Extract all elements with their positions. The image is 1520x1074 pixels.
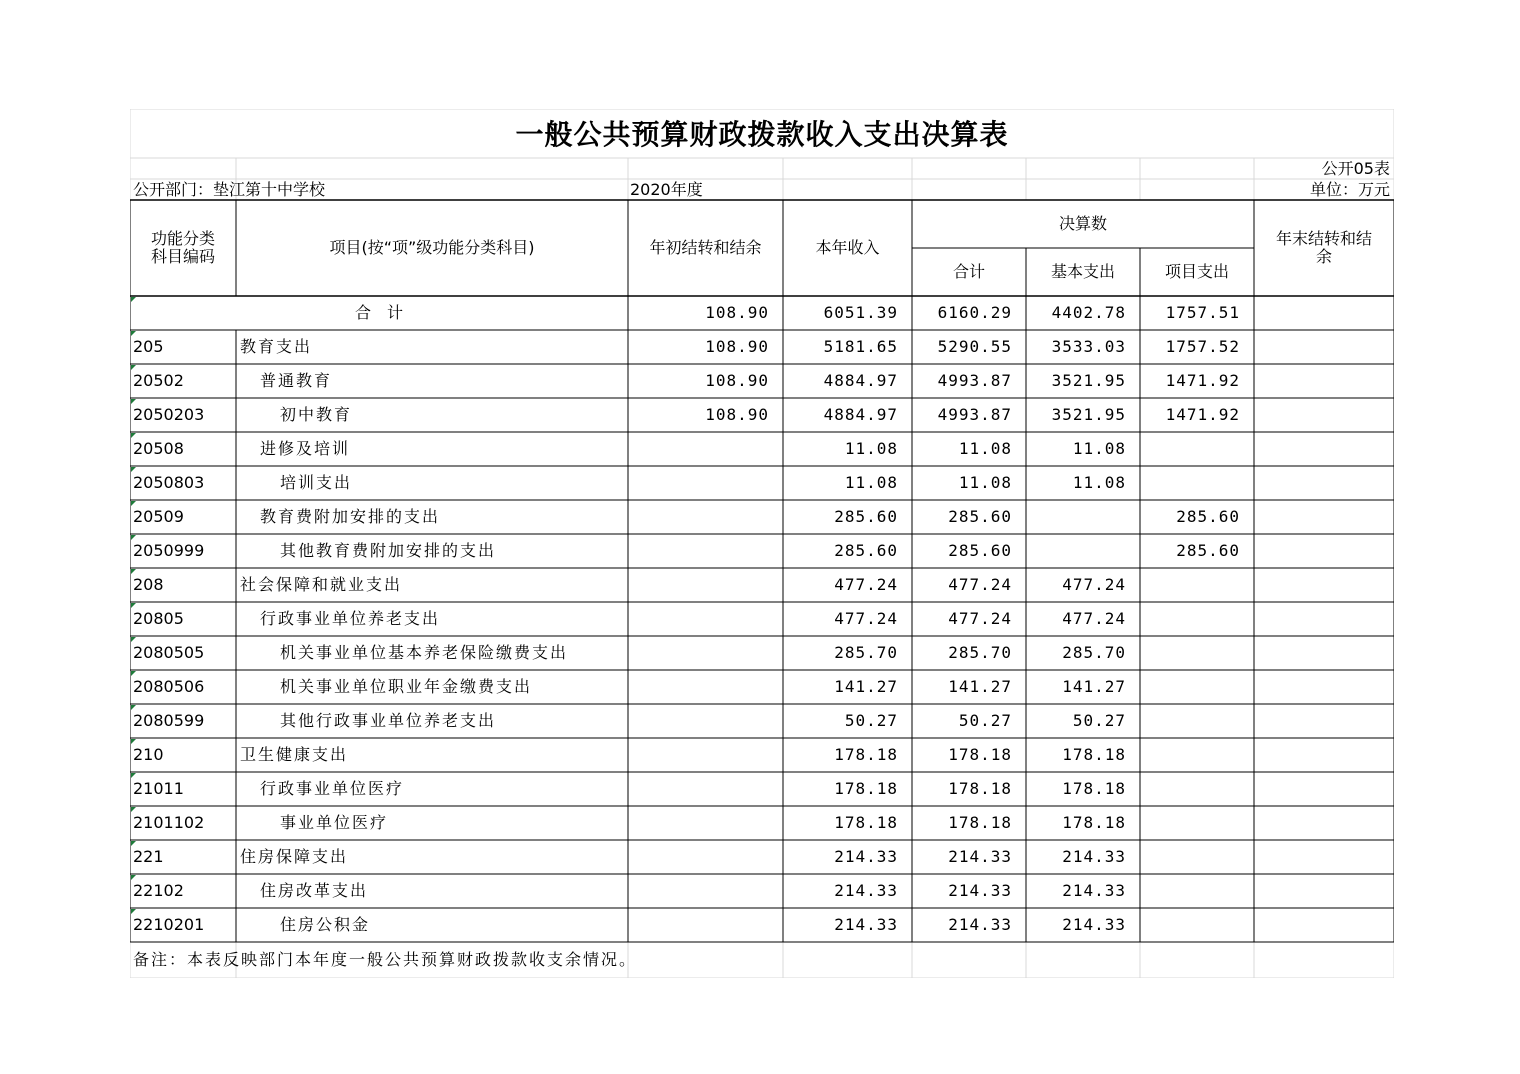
table-row-income: 214.33 [834, 881, 898, 900]
header-end-balance: 年末结转和结 余 [1275, 229, 1372, 266]
table-row-total: 50.27 [958, 711, 1012, 730]
table-row-basic: 285.70 [1062, 643, 1126, 662]
table-row-project [1140, 738, 1254, 772]
table-row-total: 4993.87 [937, 405, 1012, 424]
table-row-end-balance [1254, 534, 1394, 568]
table-row-income: 4884.97 [823, 371, 898, 390]
cell-comment-marker-icon [131, 535, 136, 540]
cell-comment-marker-icon [131, 671, 136, 676]
table-row-code: 20502 [133, 371, 184, 390]
table-row-project [1140, 602, 1254, 636]
table-note: 备注：本表反映部门本年度一般公共预算财政拨款收支余情况。 [133, 950, 638, 969]
table-title: 一般公共预算财政拨款收入支出决算表 [515, 118, 1009, 151]
table-row-income: 4884.97 [823, 405, 898, 424]
table-row-code: 20805 [133, 609, 184, 628]
table-row-end-balance [1254, 772, 1394, 806]
table-row-end-balance [1254, 806, 1394, 840]
total-row-end-balance [1254, 296, 1394, 330]
table-row-project [1140, 704, 1254, 738]
table-row-basic: 178.18 [1062, 813, 1126, 832]
table-row-item-name: 其他教育费附加安排的支出 [280, 541, 497, 560]
table-row-end-balance [1254, 704, 1394, 738]
table-row-project [1140, 466, 1254, 500]
table-row-item-name: 教育费附加安排的支出 [260, 507, 441, 526]
table-row-end-balance [1254, 500, 1394, 534]
table-row-begin-balance [628, 874, 783, 908]
cell-comment-marker-icon [131, 297, 136, 302]
table-row-total: 5290.55 [937, 337, 1012, 356]
table-row-income: 214.33 [834, 915, 898, 934]
total-row-total: 6160.29 [937, 303, 1012, 322]
fiscal-year-label: 2020年度 [630, 179, 703, 199]
table-row-basic [1026, 534, 1140, 568]
table-row-end-balance [1254, 364, 1394, 398]
total-row-label: 合 计 [354, 303, 403, 322]
table-row-code: 2080505 [133, 643, 205, 662]
table-row-total: 477.24 [948, 575, 1012, 594]
header-total: 合计 [952, 262, 985, 281]
table-row-project [1140, 908, 1254, 942]
table-row-item-name: 住房公积金 [280, 915, 371, 934]
table-row-total: 285.60 [948, 507, 1012, 526]
table-row-item-name: 机关事业单位职业年金缴费支出 [280, 677, 533, 696]
table-row-item-name: 初中教育 [280, 405, 353, 424]
table-row-basic: 477.24 [1062, 609, 1126, 628]
table-row-end-balance [1254, 330, 1394, 364]
table-row-item-name: 社会保障和就业支出 [240, 575, 403, 594]
table-row-begin-balance [628, 500, 783, 534]
table-row-end-balance [1254, 908, 1394, 942]
table-row-code: 21011 [133, 779, 184, 798]
table-row-basic: 214.33 [1062, 881, 1126, 900]
budget-table-sheet [130, 109, 1394, 978]
table-row-code: 2080599 [133, 711, 205, 730]
header-annual-income: 本年收入 [815, 238, 880, 257]
cell-comment-marker-icon [131, 909, 136, 914]
cell-comment-marker-icon [131, 705, 136, 710]
table-row-end-balance [1254, 568, 1394, 602]
cell-comment-marker-icon [131, 773, 136, 778]
table-row-code: 20509 [133, 507, 184, 526]
table-row-basic: 178.18 [1062, 779, 1126, 798]
table-row-code: 2050999 [133, 541, 205, 560]
table-row-income: 178.18 [834, 779, 898, 798]
table-row-item-name: 普通教育 [260, 371, 333, 390]
table-row-income: 11.08 [844, 439, 898, 458]
table-row-begin-balance [628, 806, 783, 840]
table-row-project: 1471.92 [1165, 371, 1240, 390]
header-final-accounts: 决算数 [1058, 214, 1107, 233]
table-row-income: 214.33 [834, 847, 898, 866]
cell-comment-marker-icon [131, 569, 136, 574]
table-row-begin-balance [628, 908, 783, 942]
table-row-end-balance [1254, 874, 1394, 908]
table-row-income: 285.60 [834, 507, 898, 526]
table-row-project [1140, 772, 1254, 806]
table-row-code: 2101102 [133, 813, 205, 832]
table-row-basic: 214.33 [1062, 847, 1126, 866]
table-row-begin-balance [628, 840, 783, 874]
table-row-basic: 178.18 [1062, 745, 1126, 764]
table-row-total: 11.08 [958, 439, 1012, 458]
total-row-begin-balance: 108.90 [705, 303, 769, 322]
total-row-basic: 4402.78 [1051, 303, 1126, 322]
table-row-project [1140, 670, 1254, 704]
table-row-income: 141.27 [834, 677, 898, 696]
table-row-item-name: 行政事业单位养老支出 [260, 609, 441, 628]
cell-comment-marker-icon [131, 467, 136, 472]
table-row-total: 4993.87 [937, 371, 1012, 390]
table-row-total: 11.08 [958, 473, 1012, 492]
header-project-expenditure: 项目支出 [1164, 262, 1229, 281]
table-row-basic: 141.27 [1062, 677, 1126, 696]
table-row-income: 178.18 [834, 745, 898, 764]
table-row-code: 221 [133, 847, 164, 866]
cell-comment-marker-icon [131, 433, 136, 438]
table-row-item-name: 行政事业单位医疗 [260, 779, 405, 798]
table-row-item-name: 培训支出 [280, 473, 353, 492]
table-row-income: 285.70 [834, 643, 898, 662]
table-row-basic: 3521.95 [1051, 405, 1126, 424]
table-row-project [1140, 636, 1254, 670]
table-row-total: 214.33 [948, 847, 1012, 866]
table-row-code: 208 [133, 575, 164, 594]
table-row-project: 1471.92 [1165, 405, 1240, 424]
table-row-begin-balance [628, 602, 783, 636]
table-row-project: 285.60 [1176, 507, 1240, 526]
table-row-income: 5181.65 [823, 337, 898, 356]
cell-comment-marker-icon [131, 637, 136, 642]
cell-comment-marker-icon [131, 807, 136, 812]
table-row-begin-balance: 108.90 [705, 337, 769, 356]
table-row-basic: 3533.03 [1051, 337, 1126, 356]
table-row-project [1140, 840, 1254, 874]
table-row-total: 141.27 [948, 677, 1012, 696]
table-row-project: 285.60 [1176, 541, 1240, 560]
cell-comment-marker-icon [131, 501, 136, 506]
table-row-basic: 50.27 [1072, 711, 1126, 730]
table-row-basic: 477.24 [1062, 575, 1126, 594]
cell-comment-marker-icon [131, 739, 136, 744]
table-code-label: 公开05表 [1321, 158, 1390, 178]
table-row-item-name: 住房保障支出 [240, 847, 349, 866]
table-row-begin-balance: 108.90 [705, 405, 769, 424]
cell-comment-marker-icon [131, 399, 136, 404]
table-row-end-balance [1254, 738, 1394, 772]
table-row-code: 2050203 [133, 405, 205, 424]
table-row-end-balance [1254, 670, 1394, 704]
table-row-income: 11.08 [844, 473, 898, 492]
table-row-total: 178.18 [948, 779, 1012, 798]
table-row-total: 178.18 [948, 745, 1012, 764]
table-row-end-balance [1254, 840, 1394, 874]
cell-comment-marker-icon [131, 331, 136, 336]
table-row-basic [1026, 500, 1140, 534]
table-row-item-name: 卫生健康支出 [240, 745, 349, 764]
table-row-code: 2210201 [133, 915, 205, 934]
unit-label: 单位：万元 [1309, 179, 1390, 199]
table-row-total: 285.60 [948, 541, 1012, 560]
table-row-basic: 11.08 [1072, 473, 1126, 492]
table-row-project [1140, 432, 1254, 466]
table-row-project [1140, 874, 1254, 908]
header-function-code: 功能分类 科目编码 [150, 229, 215, 266]
table-row-total: 285.70 [948, 643, 1012, 662]
table-row-end-balance [1254, 466, 1394, 500]
table-row-total: 477.24 [948, 609, 1012, 628]
header-basic-expenditure: 基本支出 [1050, 262, 1115, 281]
table-row-begin-balance [628, 772, 783, 806]
table-row-project [1140, 806, 1254, 840]
table-row-total: 178.18 [948, 813, 1012, 832]
table-row-code: 2080506 [133, 677, 205, 696]
table-row-code: 22102 [133, 881, 184, 900]
table-row-begin-balance [628, 432, 783, 466]
table-row-begin-balance [628, 466, 783, 500]
table-row-begin-balance [628, 738, 783, 772]
table-row-item-name: 教育支出 [240, 337, 313, 356]
table-row-basic: 3521.95 [1051, 371, 1126, 390]
table-row-item-name: 其他行政事业单位养老支出 [280, 711, 497, 730]
header-item-name: 项目(按“项”级功能分类科目) [329, 238, 535, 257]
header-begin-balance: 年初结转和结余 [649, 238, 762, 257]
table-row-begin-balance [628, 568, 783, 602]
table-row-begin-balance [628, 670, 783, 704]
table-row-code: 2050803 [133, 473, 205, 492]
table-row-item-name: 机关事业单位基本养老保险缴费支出 [280, 643, 569, 662]
table-row-basic: 11.08 [1072, 439, 1126, 458]
cell-comment-marker-icon [131, 603, 136, 608]
table-row-item-name: 住房改革支出 [260, 881, 369, 900]
table-row-project: 1757.52 [1165, 337, 1240, 356]
table-row-item-name: 进修及培训 [260, 439, 351, 458]
table-row-end-balance [1254, 636, 1394, 670]
table-row-begin-balance [628, 636, 783, 670]
table-row-end-balance [1254, 398, 1394, 432]
cell-comment-marker-icon [131, 841, 136, 846]
table-row-item-name: 事业单位医疗 [280, 813, 389, 832]
table-row-income: 50.27 [844, 711, 898, 730]
table-row-code: 205 [133, 337, 164, 356]
total-row-project: 1757.51 [1165, 303, 1240, 322]
table-row-income: 178.18 [834, 813, 898, 832]
table-row-total: 214.33 [948, 881, 1012, 900]
table-row-income: 477.24 [834, 575, 898, 594]
table-row-project [1140, 568, 1254, 602]
table-row-income: 285.60 [834, 541, 898, 560]
table-row-basic: 214.33 [1062, 915, 1126, 934]
total-row-income: 6051.39 [823, 303, 898, 322]
table-row-total: 214.33 [948, 915, 1012, 934]
department-label: 公开部门：垫江第十中学校 [133, 179, 326, 199]
cell-comment-marker-icon [131, 365, 136, 370]
table-row-begin-balance [628, 534, 783, 568]
cell-comment-marker-icon [131, 875, 136, 880]
table-row-code: 210 [133, 745, 164, 764]
table-row-end-balance [1254, 602, 1394, 636]
table-row-begin-balance: 108.90 [705, 371, 769, 390]
table-row-begin-balance [628, 704, 783, 738]
table-row-income: 477.24 [834, 609, 898, 628]
table-row-end-balance [1254, 432, 1394, 466]
table-row-code: 20508 [133, 439, 184, 458]
